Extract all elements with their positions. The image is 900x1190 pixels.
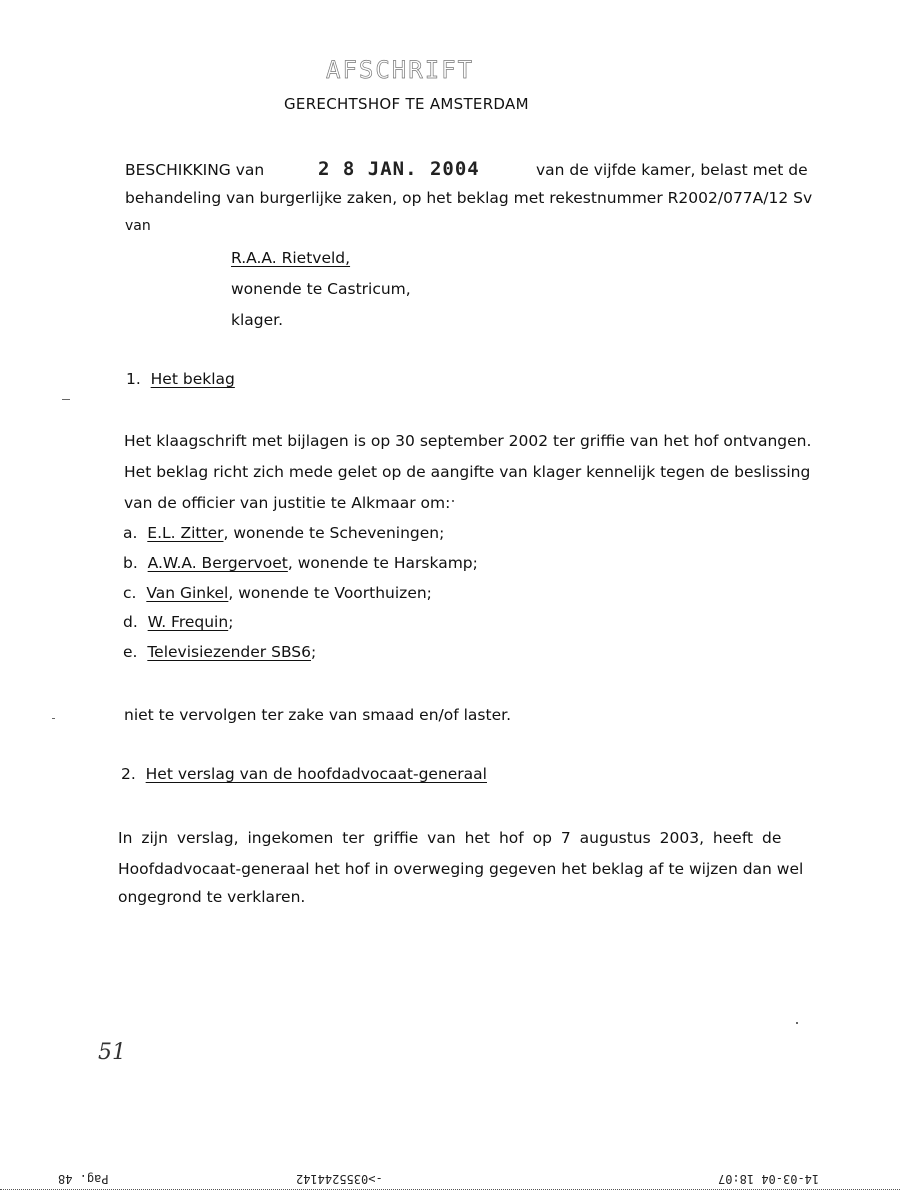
party-name-text: R.A.A. Rietveld, <box>231 249 351 267</box>
list-item-rest: ; <box>311 643 317 661</box>
section-2-paragraph-2: Hoofdadvocaat-generaal het hof in overweging gegeven het beklag af te wijzen dan wel <box>118 860 804 878</box>
list-item <box>123 637 316 668</box>
court-title: GERECHTSHOF TE AMSTERDAM <box>284 95 529 113</box>
fax-page-number: Pag. 48 <box>58 1172 109 1186</box>
list-item <box>123 578 432 609</box>
fax-timestamp: 14-03-04 18:07 <box>718 1172 820 1186</box>
intro-line-2: behandeling van burgerlijke zaken, op het beklag met rekestnummer R2002/077A/12 Sv <box>125 189 813 207</box>
intro-line-1-rest: van de vijfde kamer, belast met de <box>536 161 808 179</box>
beschikking-label: BESCHIKKING van <box>125 161 265 179</box>
section-2-heading <box>121 759 487 790</box>
list-item-letter: d. <box>123 613 138 631</box>
section-2-title: Het verslag van de hoofdadvocaat-generaal <box>145 765 487 783</box>
section-2-paragraph-1: In zijn verslag, ingekomen ter griffie van het hof op 7 augustus 2003, heeft de <box>118 829 782 847</box>
intro-line-3: van <box>125 218 151 234</box>
list-item-rest: ; <box>228 613 234 631</box>
list-item-rest: , wonende te Voorthuizen; <box>228 584 432 602</box>
list-item-name: W. Frequin <box>147 613 229 631</box>
section-1-heading <box>126 364 235 395</box>
section-2-paragraph-3: ongegrond te verklaren. <box>118 888 306 906</box>
list-item <box>123 518 444 549</box>
list-item-name: Televisiezender SBS6 <box>147 643 312 661</box>
list-item-rest: , wonende te Scheveningen; <box>223 524 445 542</box>
list-item-name: E.L. Zitter <box>147 524 224 542</box>
handwritten-page-mark: 51 <box>98 1040 126 1065</box>
list-item-letter: a. <box>123 524 138 542</box>
list-item-name: Van Ginkel <box>146 584 229 602</box>
afschrift-stamp: AFSCHRIFT <box>326 56 475 84</box>
list-item-name: A.W.A. Bergervoet <box>147 554 288 572</box>
party-residence: wonende te Castricum, <box>231 280 411 298</box>
list-item <box>123 548 478 579</box>
scan-speck <box>452 500 454 502</box>
section-1-paragraph-3: van de officier van justitie te Alkmaar om: <box>124 494 451 512</box>
list-item-letter: e. <box>123 643 138 661</box>
list-item-rest: , wonende te Harskamp; <box>287 554 478 572</box>
section-2-number: 2. <box>121 765 136 783</box>
fax-phone-number: ->0355244142 <box>296 1172 383 1186</box>
party-role: klager. <box>231 311 284 329</box>
margin-mark <box>62 399 70 400</box>
fax-footer <box>0 1172 900 1190</box>
section-1-number: 1. <box>126 370 141 388</box>
section-1-paragraph-1: Het klaagschrift met bijlagen is op 30 september 2002 ter griffie van het hof ontvangen. <box>124 432 812 450</box>
date-stamp: 2 8 JAN. 2004 <box>318 158 480 180</box>
list-item <box>123 607 233 638</box>
list-item-letter: c. <box>123 584 137 602</box>
section-1-paragraph-2: Het beklag richt zich mede gelet op de aangifte van klager kennelijk tegen de beslissing <box>124 463 811 481</box>
section-1-title: Het beklag <box>150 370 235 388</box>
party-name <box>231 243 350 274</box>
scan-speck <box>796 1022 798 1024</box>
list-item-letter: b. <box>123 554 138 572</box>
section-1-closing: niet te vervolgen ter zake van smaad en/of laster. <box>124 706 511 724</box>
scan-speck <box>52 718 55 719</box>
